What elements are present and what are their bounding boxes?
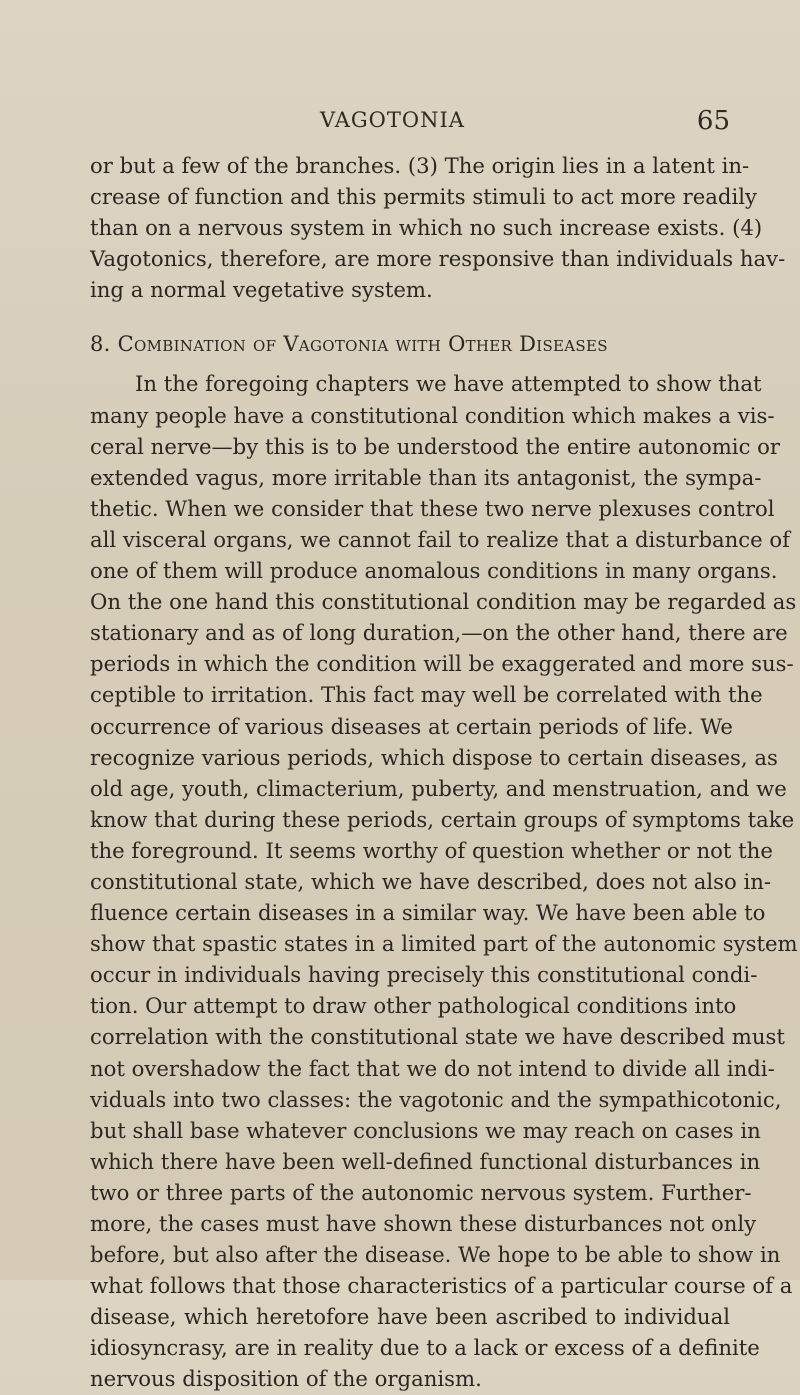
text-line: stationary and as of long duration,—on the other hand, there are (90, 620, 788, 646)
text-line: occurrence of various diseases at certain periods of life. We (90, 713, 733, 739)
text-line: fluence certain diseases in a similar way. We have been able to (90, 900, 766, 926)
section-heading (90, 326, 730, 362)
text-line: old age, youth, climacterium, puberty, and menstruation, and we (90, 775, 787, 801)
text-line: but shall base whatever conclusions we may reach on cases in (90, 1117, 761, 1143)
text-line: more, the cases must have shown these disturbances not only (90, 1211, 757, 1236)
text-line: many people have a constitutional condition which makes a vis- (90, 402, 775, 428)
text-line: know that during these periods, certain groups of symptoms take (90, 806, 795, 832)
text-line: one of them will produce anomalous conditions in many organs. (90, 558, 778, 584)
text-line: extended vagus, more irritable than its antagonist, the sympa- (90, 464, 762, 490)
body-text (90, 150, 798, 1395)
text-line: not overshadow the fact that we do not intend to divide all indi- (90, 1055, 775, 1081)
running-head (90, 108, 730, 144)
text-line: disease, which heretofore have been ascribed to individual (90, 1304, 730, 1330)
text-line: the foreground. It seems worthy of question whether or not the (90, 837, 773, 863)
text-line: ceral nerve—by this is to be understood the entire autonomic or (90, 433, 781, 459)
section-title: Combination of Vagotonia with Other Diseases (117, 332, 608, 357)
text-line: nervous disposition of the organism. (90, 1366, 482, 1392)
text-line: viduals into two classes: the vagotonic and the sympathicotonic, (90, 1086, 782, 1112)
text-line: constitutional state, which we have described, does not also in- (90, 868, 772, 894)
text-line: ing a normal vegetative system. (90, 277, 433, 303)
continued-paragraph (90, 150, 786, 305)
text-line: thetic. When we consider that these two nerve plexuses control (90, 495, 775, 521)
text-line: periods in which the condition will be exaggerated and more sus- (90, 651, 794, 677)
text-line: In the foregoing chapters we have attempted to show that (135, 371, 762, 397)
text-line: recognize various periods, which dispose to certain diseases, as (90, 744, 778, 770)
text-line: idiosyncrasy, are in reality due to a lack or excess of a definite (90, 1335, 760, 1361)
text-line: show that spastic states in a limited part of the autonomic system (90, 931, 798, 957)
page-number: 65 (696, 106, 730, 136)
text-line: than on a nervous system in which no such increase exists. (4) (90, 215, 763, 241)
running-head-title: VAGOTONIA (320, 108, 465, 132)
text-line: which there have been well-defined functional disturbances in (90, 1148, 761, 1174)
text-line: tion. Our attempt to draw other pathological conditions into (90, 993, 737, 1019)
text-line: occur in individuals having precisely this constitutional condi- (90, 962, 758, 988)
text-line: correlation with the constitutional state we have described must (90, 1024, 785, 1050)
section-number: 8. (90, 332, 111, 357)
text-line: crease of function and this permits stimuli to act more readily (90, 184, 757, 210)
text-line: Vagotonics, therefore, are more responsive than individuals hav- (90, 246, 786, 272)
main-paragraph (90, 368, 798, 1394)
text-line: all visceral organs, we cannot fail to realize that a disturbance of (90, 526, 791, 552)
text-line: or but a few of the branches. (3) The origin lies in a latent in- (90, 153, 750, 178)
text-line: before, but also after the disease. We hope to be able to show in (90, 1242, 781, 1268)
text-line: ceptible to irritation. This fact may well be correlated with the (90, 682, 763, 708)
text-line: On the one hand this constitutional condition may be regarded as (90, 589, 797, 615)
text-line: what follows that those characteristics of a particular course of a (90, 1273, 793, 1299)
text-line: two or three parts of the autonomic nervous system. Further- (90, 1179, 752, 1205)
